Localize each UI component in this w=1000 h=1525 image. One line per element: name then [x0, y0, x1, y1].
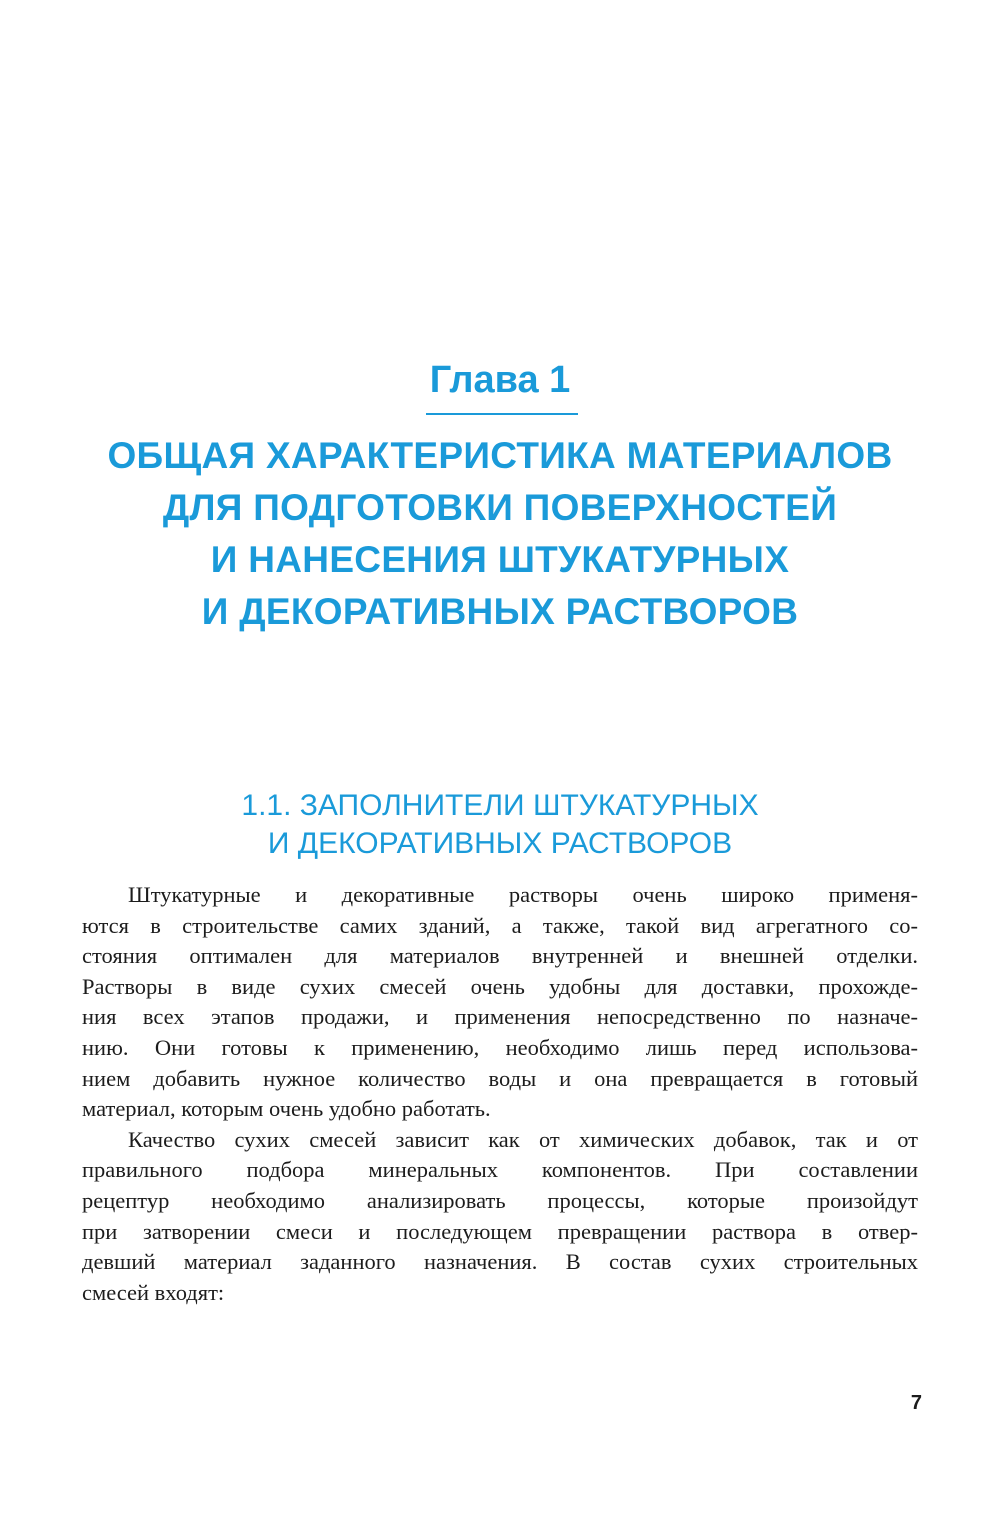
chapter-title [60, 430, 940, 638]
text-line: Растворы в виде сухих смесей очень удобны для доставки, прохожде- [82, 973, 918, 999]
text-line: стояния оптимален для материалов внутренней и внешней отделки. [82, 943, 918, 969]
text-line: девший материал заданного назначения. В состав сухих строительных [82, 1249, 918, 1275]
text-line: Качество сухих смесей зависит как от химических добавок, так и от [128, 1126, 918, 1152]
text-line: ния всех этапов продажи, и применения непосредственно по назначе- [82, 1004, 918, 1030]
paragraph [82, 880, 918, 1125]
chapter-title-line: И ДЕКОРАТИВНЫХ РАСТВОРОВ [201, 591, 799, 632]
text-line: нию. Они готовы к применению, необходимо лишь перед использова- [82, 1034, 918, 1060]
chapter-label: Глава 1 [429, 359, 571, 401]
text-line: ются в строительстве самих зданий, а также, такой вид агрегатного со- [82, 912, 918, 938]
text-line: смесей входят: [82, 1279, 225, 1305]
text-line: правильного подбора минеральных компонентов. При составлении [82, 1157, 918, 1183]
page-number: 7 [910, 1392, 922, 1414]
chapter-title-line: ОБЩАЯ ХАРАКТЕРИСТИКА МАТЕРИАЛОВ [107, 435, 893, 476]
paragraph [82, 1125, 918, 1309]
section-title [60, 787, 940, 863]
chapter-title-line: И НАНЕСЕНИЯ ШТУКАТУРНЫХ [210, 539, 790, 580]
text-line: материал, которым очень удобно работать. [82, 1096, 491, 1122]
section-title-line: 1.1. ЗАПОЛНИТЕЛИ ШТУКАТУРНЫХ [241, 789, 759, 822]
text-line: при затворении смеси и последующем превращении раствора в отвер- [82, 1218, 918, 1244]
chapter-title-line: ДЛЯ ПОДГОТОВКИ ПОВЕРХНОСТЕЙ [162, 487, 838, 528]
chapter-divider [426, 413, 578, 415]
text-line: нием добавить нужное количество воды и она превращается в готовый [82, 1065, 918, 1091]
section-title-line: И ДЕКОРАТИВНЫХ РАСТВОРОВ [267, 827, 733, 860]
text-line: рецептур необходимо анализировать процессы, которые произойдут [82, 1187, 918, 1213]
body-text [82, 880, 918, 1308]
text-line: Штукатурные и декоративные растворы очень широко применя- [128, 882, 918, 907]
